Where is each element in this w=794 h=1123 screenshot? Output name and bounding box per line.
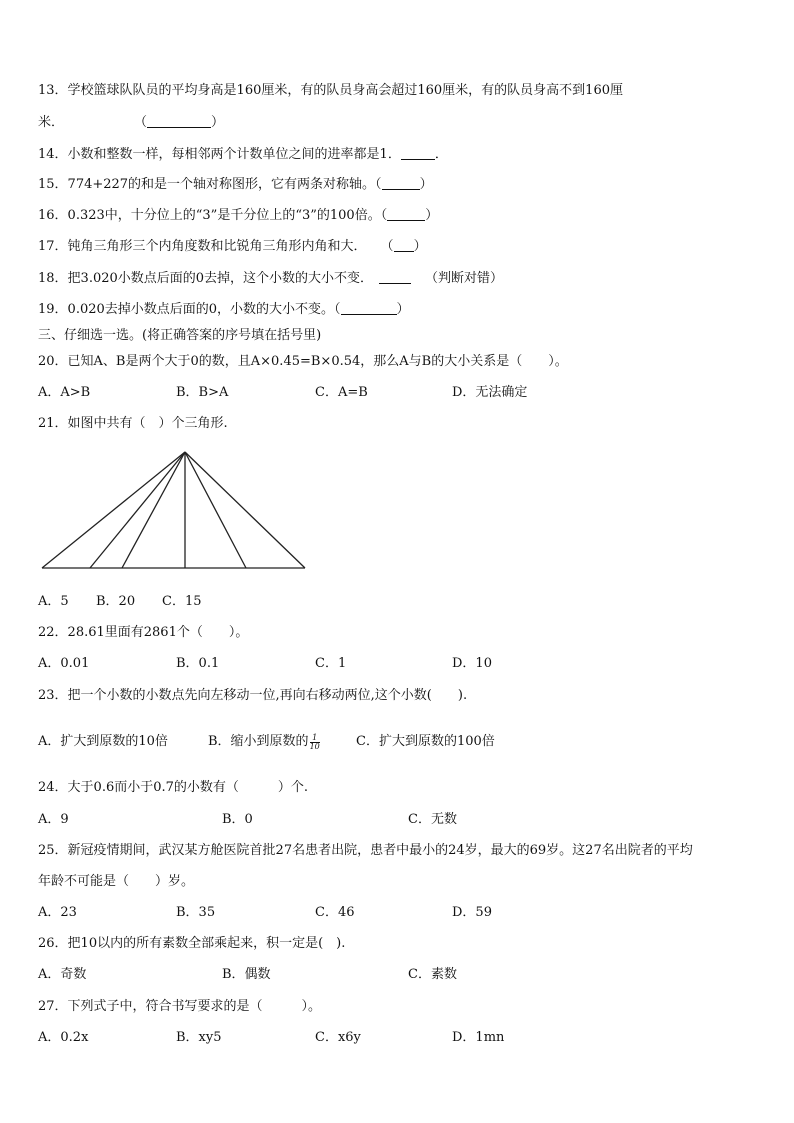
option-c[interactable]: C．无数	[408, 812, 457, 827]
option-c[interactable]: C．46	[315, 905, 355, 920]
option-a[interactable]: A．扩大到原数的10倍	[38, 734, 168, 749]
question-20: 20．已知A、B是两个大于0的数，且A×0.45=B×0.54，那么A与B的大小关系是（ ）。	[38, 354, 568, 369]
question-24: 24．大于0.6而小于0.7的小数有（ ）个.	[38, 780, 309, 795]
option-d[interactable]: D．10	[452, 656, 492, 671]
question-22: 22．28.61里面有2861个（ ）。	[38, 625, 249, 640]
option-a[interactable]: A．5	[38, 594, 69, 609]
option-b[interactable]: B．35	[176, 905, 216, 920]
option-c[interactable]: C．1	[315, 656, 347, 671]
question-13-continuation: 米． （ ）	[38, 115, 225, 130]
answer-blank[interactable]	[147, 115, 211, 128]
option-b[interactable]: B．偶数	[222, 967, 271, 982]
question-15: 15．774+227的和是一个轴对称图形，它有两条对称轴。（ ）	[38, 177, 433, 192]
option-b[interactable]: B．xy5	[176, 1030, 222, 1045]
option-a[interactable]: A．0.01	[38, 656, 90, 671]
option-a[interactable]: A．0.2x	[38, 1030, 89, 1045]
answer-blank[interactable]	[394, 239, 414, 252]
option-a[interactable]: A．A>B	[38, 385, 91, 400]
question-25: 25．新冠疫情期间，武汉某方舱医院首批27名患者出院，患者中最小的24岁，最大的69岁。这27名出院者的平均	[38, 843, 693, 858]
option-c[interactable]: C．扩大到原数的100倍	[356, 734, 495, 749]
question-13-text: 13．学校篮球队队员的平均身高是160厘米，有的队员身高会超过160厘米，有的队员身高不到160厘	[38, 83, 623, 98]
option-b[interactable]: B．20	[96, 594, 136, 609]
question-13	[38, 83, 623, 99]
option-b[interactable]: B．0.1	[176, 656, 220, 671]
option-d[interactable]: D．1mn	[452, 1030, 505, 1045]
option-c[interactable]: C．x6y	[315, 1030, 361, 1045]
question-25-continuation: 年龄不可能是（ ）岁。	[38, 874, 195, 889]
answer-blank[interactable]	[387, 208, 425, 221]
question-17: 17．钝角三角形三个内角度数和比锐角三角形内角和大． （ ）	[38, 239, 427, 254]
option-b[interactable]: B．0	[222, 812, 253, 827]
section-title: 三、仔细选一选。(将正确答案的序号填在括号里)	[38, 328, 322, 343]
option-a[interactable]: A．奇数	[38, 967, 87, 982]
option-c[interactable]: C．15	[162, 594, 202, 609]
question-16: 16．0.323中，十分位上的“3”是千分位上的“3”的100倍。（ ）	[38, 208, 439, 223]
question-27: 27．下列式子中，符合书写要求的是（ ）。	[38, 999, 322, 1014]
option-b[interactable]: B．B>A	[176, 385, 229, 400]
answer-blank[interactable]	[341, 302, 397, 315]
question-23: 23．把一个小数的小数点先向左移动一位,再向右移动两位,这个小数( ).	[38, 688, 468, 703]
option-a[interactable]: A．23	[38, 905, 77, 920]
option-a[interactable]: A．9	[38, 812, 69, 827]
answer-blank[interactable]	[382, 177, 420, 190]
option-b[interactable]: B．缩小到原数的 $\frac{1}{10}$	[208, 733, 320, 751]
answer-blank[interactable]	[401, 147, 435, 160]
option-d[interactable]: D．59	[452, 905, 492, 920]
question-21: 21．如图中共有（ ）个三角形.	[38, 416, 228, 431]
triangle-figure	[38, 446, 310, 572]
option-c[interactable]: C．素数	[408, 967, 457, 982]
question-19: 19．0.020去掉小数点后面的0，小数的大小不变。（ ）	[38, 302, 410, 317]
answer-blank[interactable]	[379, 271, 411, 284]
question-14: 14．小数和整数一样，每相邻两个计数单位之间的进率都是1． ．	[38, 147, 448, 162]
option-c[interactable]: C．A=B	[315, 385, 368, 400]
question-18: 18．把3.020小数点后面的0去掉，这个小数的大小不变． （判断对错）	[38, 271, 504, 286]
question-26: 26．把10以内的所有素数全部乘起来，积一定是( ).	[38, 936, 346, 951]
fraction: $\frac{1}{10}$	[309, 733, 320, 751]
option-d[interactable]: D．无法确定	[452, 385, 528, 400]
